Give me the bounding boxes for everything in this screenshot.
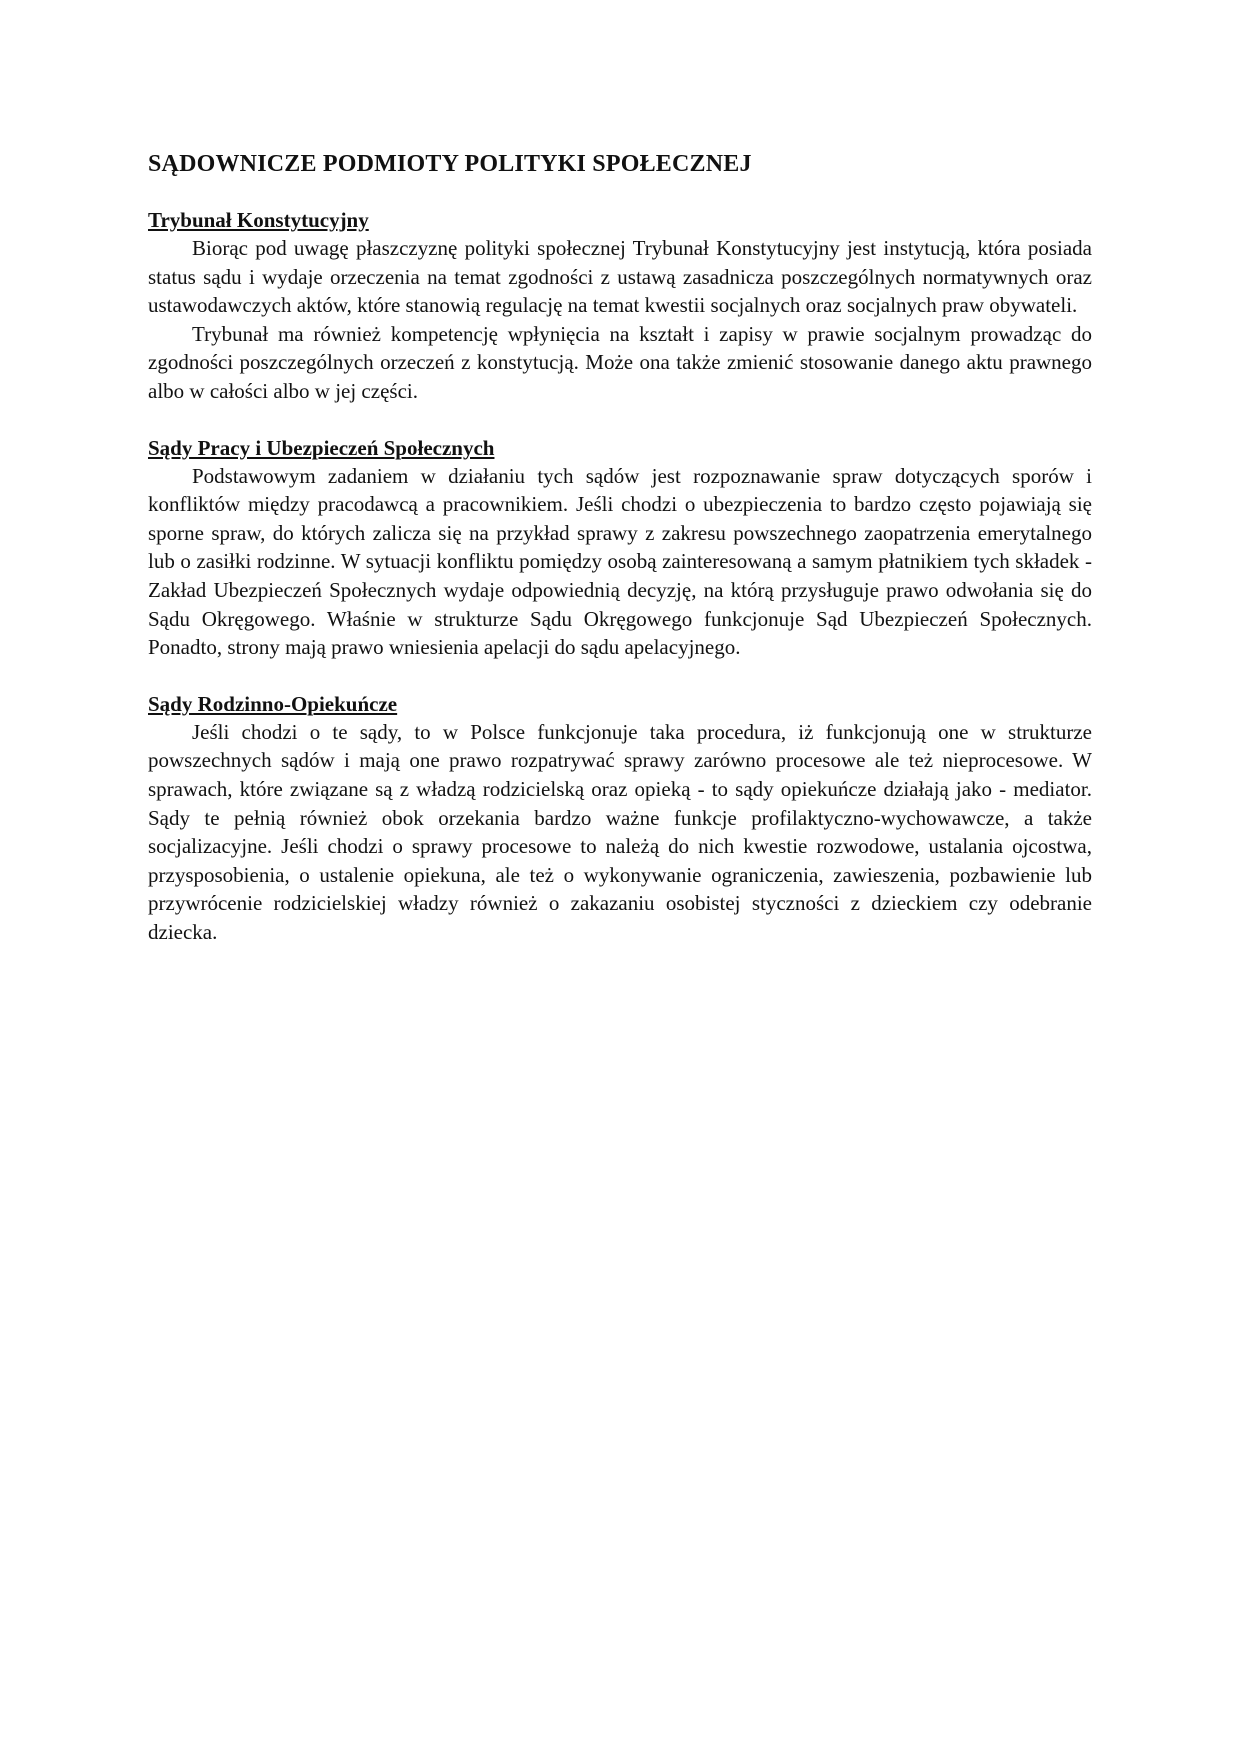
- paragraph: Biorąc pod uwagę płaszczyznę polityki społecznej Trybunał Konstytucyjny jest instytucją, która posiada status sądu i wydaje orzeczenia na temat zgodności z ustawą zasadnicza poszczególnych normatywnych oraz ustawodawczych aktów, które stanowią regulację na temat kwestii socjalnych oraz socjalnych praw obywateli.: [148, 236, 1092, 318]
- paragraph: Trybunał ma również kompetencję wpłynięcia na kształt i zapisy w prawie socjalnym prowadząc do zgodności poszczególnych orzeczeń z konstytucją. Może ona także zmienić stosowanie danego aktu prawnego albo w całości albo w jej części.: [148, 321, 1092, 403]
- section-heading: Sądy Pracy i Ubezpieczeń Społecznych: [148, 435, 495, 460]
- paragraph: Podstawowym zadaniem w działaniu tych sądów jest rozpoznawanie spraw dotyczących sporów i konfliktów między pracodawcą a pracownikiem. Jeśli chodzi o ubezpieczenia to bardzo często pojawiają się sporne spraw, do których zalicza się na przykład sprawy z zakresu powszechnego zaopatrzenia emerytalnego lub o zasiłki rodzinne. W sytuacji konfliktu pomiędzy osobą zainteresowaną a samym płatnikiem tych składek - Zakład Ubezpieczeń Społecznych wydaje odpowiednią decyzję, na którą przysługuje prawo odwołania się do Sądu Okręgowego. Właśnie w strukturze Sądu Okręgowego funkcjonuje Sąd Ubezpieczeń Społecznych. Ponadto, strony mają prawo wniesienia apelacji do sądu apelacyjnego.: [148, 463, 1092, 660]
- section-sady-rodzinno-opiekuncze: [148, 690, 1092, 947]
- document-page: [148, 148, 1092, 974]
- paragraph: Jeśli chodzi o te sądy, to w Polsce funkcjonuje taka procedura, iż funkcjonują one w strukturze powszechnych sądów i mają one prawo rozpatrywać sprawy zarówno procesowe ale też nieprocesowe. W sprawach, które związane są z władzą rodzicielską oraz opieką - to sądy opiekuńcze działają jako - mediator. Sądy te pełnią również obok orzekania bardzo ważne funkcje profilaktyczno-wychowawcze, a także socjalizacyjne. Jeśli chodzi o sprawy procesowe to należą do nich kwestie rozwodowe, ustalania ojcostwa, przysposobienia, o ustalenie opiekuna, ale też o wykonywanie ograniczenia, zawieszenia, pozbawienie lub przywrócenie rodzicielskiej władzy również o zakazaniu osobistej styczności z dzieckiem czy odebranie dziecka.: [148, 719, 1092, 944]
- section-heading: Sądy Rodzinno-Opiekuńcze: [148, 691, 398, 716]
- section-trybunal-konstytucyjny: [148, 206, 1092, 406]
- document-title: SĄDOWNICZE PODMIOTY POLITYKI SPOŁECZNEJ: [148, 151, 752, 177]
- section-sady-pracy: [148, 434, 1092, 662]
- section-heading: Trybunał Konstytucyjny: [148, 208, 369, 232]
